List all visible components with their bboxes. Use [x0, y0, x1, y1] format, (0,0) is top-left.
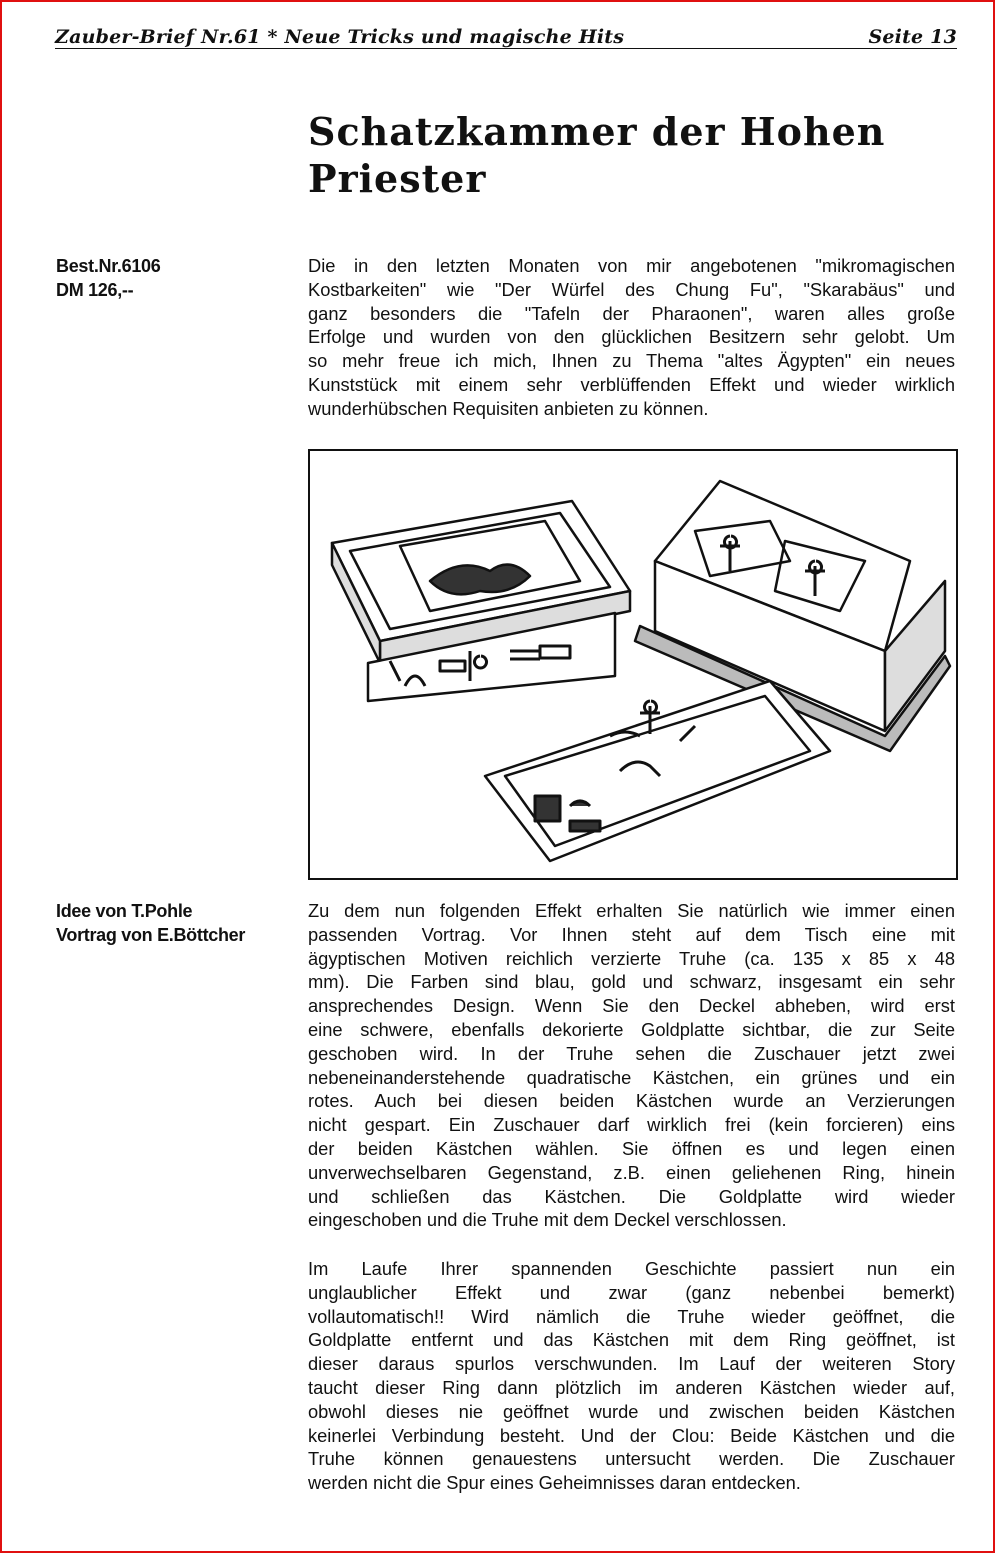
text-line: ansprechendes Design. Wenn Sie den Deckel abheben, wird erst: [308, 995, 955, 1017]
title-line: Schatzkammer der Hohen: [308, 109, 886, 154]
climax-paragraph: [308, 1257, 955, 1495]
order-info: [56, 254, 160, 302]
text-line: Zu dem nun folgenden Effekt erhalten Sie natürlich wie immer einen: [308, 900, 955, 921]
text-line: nebeneinanderstehende quadratische Kästchen, ein grünes und ein: [308, 1066, 955, 1088]
text-line: Truhe können genauestens untersucht werden. Die Zuschauer: [308, 1448, 955, 1470]
text-line: vollautomatisch!! Wird nämlich die Truhe wieder geöffnet, die: [308, 1305, 955, 1327]
text-line: ganz besonders die "Tafeln der Pharaonen", waren alles große: [308, 302, 955, 324]
header-publication: Zauber-Brief Nr.61 * Neue Tricks und magische Hits: [55, 26, 625, 48]
text-line: mm). Die Farben sind blau, gold und schwarz, insgesamt ein sehr: [308, 971, 955, 993]
text-line: passenden Vortrag. Vor Ihnen steht auf dem Tisch eine mit: [308, 923, 955, 945]
article-title: [308, 108, 885, 202]
text-line: dieser daraus spurlos verschwunden. Im Lauf der weiteren Story: [308, 1353, 955, 1375]
text-line: Kostbarkeiten" wie "Der Würfel des Chung Fu", "Skarabäus" und: [308, 278, 955, 300]
text-line: eingeschoben und die Truhe mit dem Deckel verschlossen.: [308, 1209, 787, 1231]
header-page-number: Seite 13: [868, 26, 957, 48]
text-line: unglaublicher Effekt und zwar (ganz nebenbei bemerkt): [308, 1281, 955, 1303]
text-line: nicht gespart. Ein Zuschauer darf wirklich frei (kein forcieren) eins: [308, 1114, 955, 1136]
text-line: werden nicht die Spur eines Geheimnisses daran entdecken.: [308, 1472, 801, 1494]
treasure-chest-drawing: [310, 451, 956, 878]
text-line: wunderhübschen Requisiten anbieten zu können.: [308, 397, 709, 419]
effect-paragraph: [308, 899, 955, 1232]
credits: [56, 899, 245, 947]
text-line: Kunststück mit einem sehr verblüffenden Effekt und wieder wirklich: [308, 373, 955, 395]
text-line: taucht dieser Ring dann plötzlich im anderen Kästchen wieder auf,: [308, 1376, 955, 1398]
text-line: unverwechselbaren Gegenstand, z.B. einen geliehenen Ring, hinein: [308, 1161, 955, 1183]
idea-credit: Idee von T.Pohle: [56, 901, 193, 921]
product-illustration: [308, 449, 958, 880]
text-line: rotes. Auch bei diesen beiden Kästchen wurde an Verzierungen: [308, 1090, 955, 1112]
text-line: Die in den letzten Monaten von mir angebotenen "mikromagischen: [308, 255, 955, 276]
presentation-credit: Vortrag von E.Böttcher: [56, 925, 246, 945]
text-line: so mehr freue ich mich, Ihnen zu Thema "altes Ägypten" ein neues: [308, 350, 955, 372]
text-line: und schließen das Kästchen. Die Goldplatte wird wieder: [308, 1185, 955, 1207]
text-line: obwohl dieses nie geöffnet wurde und zwischen beiden Kästchen: [308, 1400, 955, 1422]
title-line: Priester: [308, 156, 487, 201]
text-line: Goldplatte entfernt und das Kästchen mit dem Ring geöffnet, ist: [308, 1329, 955, 1351]
price: DM 126,--: [56, 280, 134, 300]
text-line: der beiden Kästchen wählen. Sie öffnen es und legen einen: [308, 1137, 955, 1159]
text-line: eine schwere, ebenfalls dekorierte Goldplatte sichtbar, die zur Seite: [308, 1018, 955, 1040]
text-line: keinerlei Verbindung besteht. Und der Clou: Beide Kästchen und die: [308, 1424, 955, 1446]
text-line: Im Laufe Ihrer spannenden Geschichte passiert nun ein: [308, 1258, 955, 1279]
text-line: geschoben wird. In der Truhe sehen die Zuschauer jetzt zwei: [308, 1042, 955, 1064]
intro-paragraph: [308, 254, 955, 421]
running-header: [55, 26, 957, 49]
text-line: ägyptischen Motiven reichlich verzierte Truhe (ca. 135 x 85 x 48: [308, 947, 955, 969]
text-line: Erfolge und wurden von den glücklichen Besitzern sehr gelobt. Um: [308, 326, 955, 348]
order-number: Best.Nr.6106: [56, 256, 161, 276]
